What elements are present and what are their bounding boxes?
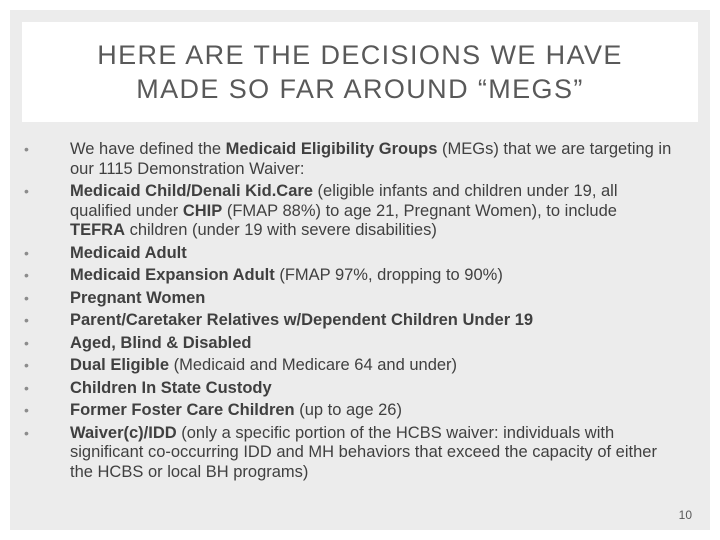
bullet-marker: • (24, 289, 29, 306)
bullet-medicaid-adult (24, 244, 674, 264)
title-box (22, 22, 698, 122)
bullet-bold: Waiver(c)/IDD (70, 423, 177, 442)
bullet-bold: Medicaid Adult (70, 243, 187, 262)
bullet-pregnant-women (24, 289, 674, 309)
bullet-bold: Medicaid Eligibility Groups (225, 140, 438, 158)
bullet-megs-intro (24, 140, 674, 179)
bullet-marker: • (24, 244, 29, 261)
bullet-aged-blind-disabled (24, 334, 674, 354)
bullet-bold: Parent/Caretaker Relatives w/Dependent Children Under 19 (70, 311, 534, 329)
bullet-marker: • (24, 357, 29, 373)
bullet-expansion-adult (24, 266, 674, 286)
bullet-text: (Medicaid and Medicare 64 and under) (169, 356, 458, 374)
bullet-marker: • (24, 141, 29, 157)
bullet-bold: Dual Eligible (70, 356, 170, 374)
bullet-children-custody (24, 379, 674, 399)
bullet-bold: TEFRA (70, 221, 125, 239)
bullet-marker: • (24, 402, 29, 418)
slide-title-line-1: HERE ARE THE DECISIONS WE HAVE (97, 40, 623, 70)
bullet-medicaid-child (24, 182, 674, 241)
bullet-text: (up to age 26) (294, 401, 402, 419)
bullet-former-foster (24, 401, 674, 421)
bullet-marker: • (24, 183, 29, 199)
bullet-parent-caretaker (24, 311, 674, 331)
bullet-list (24, 140, 674, 485)
page-number: 10 (678, 508, 692, 522)
bullet-marker: • (24, 312, 29, 328)
bullet-text: We have defined the (70, 140, 226, 158)
bullet-bold: Former Foster Care Children (70, 401, 295, 419)
bullet-bold: Pregnant Women (70, 288, 206, 307)
bullet-marker: • (24, 424, 29, 441)
bullet-text: (only a specific portion of the HCBS waiver: individuals with significant co-occurring IDD and MH behaviors that exceed the capacity of either the HCBS or local BH programs) (70, 423, 657, 481)
bullet-bold: Children In State Custody (70, 378, 272, 397)
bullet-bold: CHIP (182, 201, 223, 220)
bullet-text: (FMAP 88%) to age 21, Pregnant Women), to include (222, 201, 617, 220)
bullet-bold: Aged, Blind & Disabled (70, 333, 252, 352)
bullet-text: (eligible infants and children under 19, all qualified under (70, 182, 618, 220)
bullet-marker: • (24, 334, 29, 351)
bullet-marker: • (24, 267, 29, 283)
bullet-text: (MEGs) that we are targeting in our 1115 Demonstration Waiver: (70, 140, 672, 178)
bullet-marker: • (24, 379, 29, 396)
slide-title-line-2: MADE SO FAR AROUND “MEGS” (136, 74, 584, 104)
bullet-bold: Medicaid Child/Denali Kid.Care (70, 182, 313, 200)
bullet-text: children (under 19 with severe disabilities) (125, 221, 437, 239)
bullet-text: (FMAP 97%, dropping to 90%) (274, 266, 503, 284)
bullet-waiver-idd (24, 424, 674, 483)
bullet-bold: Medicaid Expansion Adult (70, 266, 275, 284)
bullet-dual-eligible (24, 356, 674, 376)
